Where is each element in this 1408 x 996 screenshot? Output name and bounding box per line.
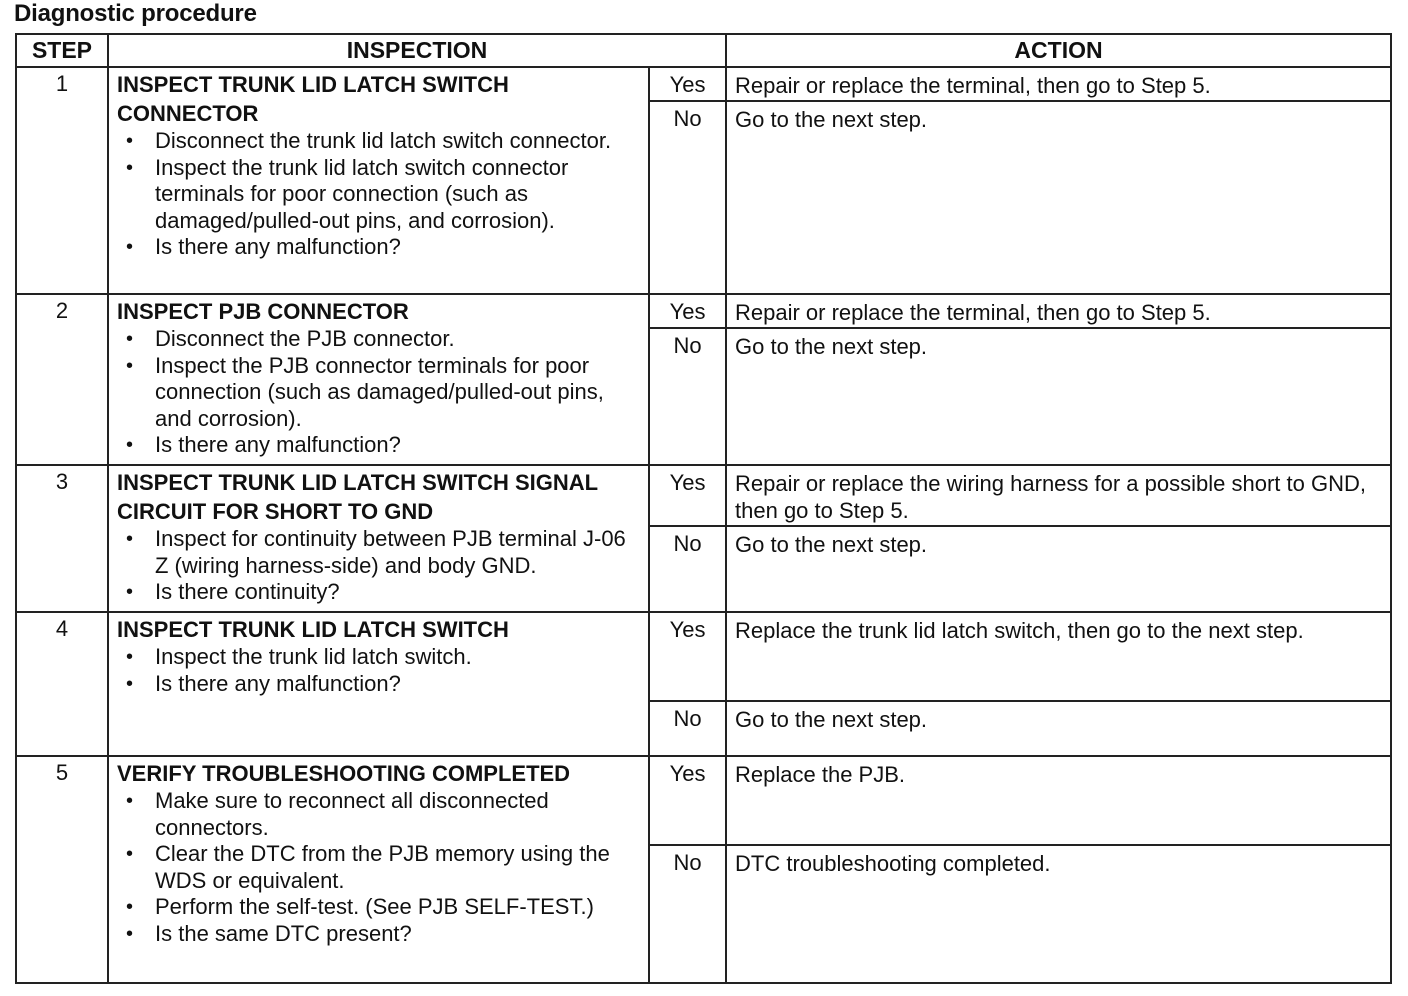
step-row-2 xyxy=(16,294,1391,328)
inspection-title: INSPECT TRUNK LID LATCH SWITCH CONNECTOR xyxy=(117,72,509,126)
header-row xyxy=(16,34,1391,67)
inspection-title: VERIFY TROUBLESHOOTING COMPLETED xyxy=(117,761,571,786)
inspection-list xyxy=(117,644,642,697)
yes-action: Repair or replace the terminal, then go to Step 5. xyxy=(726,67,1391,101)
list-item: • Inspect for continuity between PJB terminal J-06 Z (wiring harness-side) and body GND. xyxy=(155,526,642,579)
no-action: Go to the next step. xyxy=(726,701,1391,756)
list-item: • Make sure to reconnect all disconnected connectors. xyxy=(155,788,642,841)
no-action: Go to the next step. xyxy=(726,328,1391,465)
no-action: DTC troubleshooting completed. xyxy=(726,845,1391,983)
list-item: • Clear the DTC from the PJB memory using the WDS or equivalent. xyxy=(155,841,642,894)
no-action: Go to the next step. xyxy=(726,101,1391,294)
yes-label: Yes xyxy=(649,67,726,101)
header-action: ACTION xyxy=(726,34,1391,67)
step-row-3 xyxy=(16,465,1391,526)
step-row-5 xyxy=(16,756,1391,845)
no-label: No xyxy=(649,845,726,983)
step-number: 1 xyxy=(16,67,108,294)
no-label: No xyxy=(649,701,726,756)
list-item: • Inspect the PJB connector terminals for poor connection (such as damaged/pulled-out pins, and corrosion). xyxy=(155,353,642,433)
inspection-cell xyxy=(108,294,649,465)
yes-label: Yes xyxy=(649,294,726,328)
inspection-title: INSPECT PJB CONNECTOR xyxy=(117,299,409,324)
yes-label: Yes xyxy=(649,612,726,701)
no-action: Go to the next step. xyxy=(726,526,1391,612)
inspection-title: INSPECT TRUNK LID LATCH SWITCH SIGNAL CIRCUIT FOR SHORT TO GND xyxy=(117,470,598,524)
inspection-list xyxy=(117,326,642,459)
yes-action: Repair or replace the terminal, then go to Step 5. xyxy=(726,294,1391,328)
list-item: • Inspect the trunk lid latch switch connector terminals for poor connection (such as damaged/pulled-out pins, and corrosion). xyxy=(155,155,642,235)
list-item: • Is the same DTC present? xyxy=(155,921,642,948)
list-item: • Inspect the trunk lid latch switch. xyxy=(155,644,642,671)
step-row-4 xyxy=(16,612,1391,701)
inspection-title: INSPECT TRUNK LID LATCH SWITCH xyxy=(117,617,509,642)
page-title: Diagnostic procedure xyxy=(14,0,257,27)
step-number: 3 xyxy=(16,465,108,612)
list-item: • Perform the self-test. (See PJB SELF-TEST.) xyxy=(155,894,642,921)
step-number: 5 xyxy=(16,756,108,983)
inspection-cell xyxy=(108,465,649,612)
list-item: • Is there continuity? xyxy=(155,579,642,606)
header-step: STEP xyxy=(16,34,108,67)
no-label: No xyxy=(649,526,726,612)
yes-action: Replace the PJB. xyxy=(726,756,1391,845)
diagnostic-procedure-table xyxy=(15,33,1392,984)
inspection-cell xyxy=(108,612,649,756)
no-label: No xyxy=(649,101,726,294)
list-item: • Is there any malfunction? xyxy=(155,234,642,261)
header-inspection: INSPECTION xyxy=(108,34,726,67)
inspection-list xyxy=(117,526,642,606)
step-row-1 xyxy=(16,67,1391,101)
inspection-cell xyxy=(108,67,649,294)
inspection-cell xyxy=(108,756,649,983)
inspection-list xyxy=(117,788,642,947)
yes-action: Repair or replace the wiring harness for a possible short to GND, then go to Step 5. xyxy=(726,465,1391,526)
list-item: • Is there any malfunction? xyxy=(155,671,642,698)
step-number: 2 xyxy=(16,294,108,465)
step-number: 4 xyxy=(16,612,108,756)
inspection-list xyxy=(117,128,642,261)
list-item: • Is there any malfunction? xyxy=(155,432,642,459)
list-item: • Disconnect the trunk lid latch switch connector. xyxy=(155,128,642,155)
list-item: • Disconnect the PJB connector. xyxy=(155,326,642,353)
yes-action: Replace the trunk lid latch switch, then go to the next step. xyxy=(726,612,1391,701)
no-label: No xyxy=(649,328,726,465)
yes-label: Yes xyxy=(649,756,726,845)
yes-label: Yes xyxy=(649,465,726,526)
